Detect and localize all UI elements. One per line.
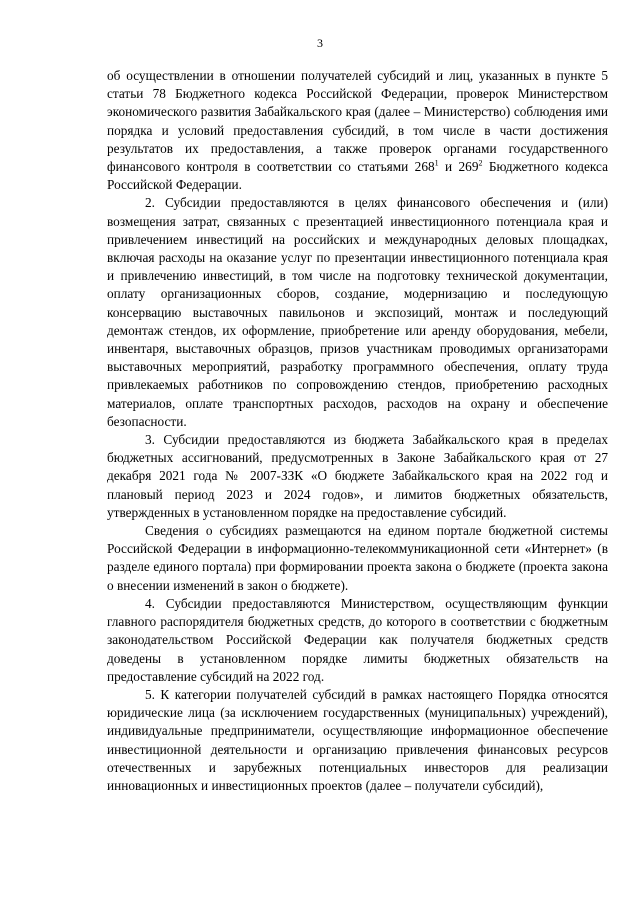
paragraph-continuation: [107, 67, 608, 194]
superscript: 1: [434, 158, 439, 168]
paragraph-item-2: 2. Субсидии предоставляются в целях финансового обеспечения и (или) возмещения затрат, связанных с презентацией инвестиционного потенциала края и привлечением инвестиций на российских и международных деловых площадках, включая расходы на оказание услуг по презентации инвестиционного потенциала края и привлечению инвестиций, в том числе на подготовку технической документации, оплату организационных сборов, создание, модернизацию и последующую консервацию выставочных павильонов и экспозиций, монтаж и последующий демонтаж стендов, их оформление, приобретение или аренду оборудования, мебели, инвентаря, выставочных образцов, призов участникам проводимых организаторами выставочных мероприятий, разработку программного обеспечения, оплату труда привлекаемых работников по сопровождению стендов, приобретению расходных материалов, оплате транспортных расходов, расходов на охрану и обеспечение безопасности.: [107, 195, 608, 429]
document-body: [107, 67, 608, 795]
paragraph-text: об осуществлении в отношении получателей субсидий и лиц, указанных в пункте 5 статьи 78 Бюджетного кодекса Российской Федерации, проверок Министерством экономического развития Забайкальского края (далее – Министерство) соблюдения ими порядка и условий предоставления субсидий, в том числе в части достижения результатов их предоставления, а также проверок органами государственного финансового контроля в соответствии со статьями 268: [107, 68, 608, 175]
paragraph-item-5: 5. К категории получателей субсидий в рамках настоящего Порядка относятся юридические лица (за исключением государственных (муниципальных) учреждений), индивидуальные предприниматели, осуществляющие информационное обеспечение инвестиционной деятельности и организацию привлечения финансовых ресурсов отечественных и зарубежных потенциальных инвесторов для реализации инновационных и инвестиционных проектов (далее – получатели субсидий),: [107, 686, 608, 793]
paragraph-item-4: 4. Субсидии предоставляются Министерством, осуществляющим функции главного распорядителя бюджетных средств, до которого в соответствии с бюджетным законодательством Российской Федерации как получателя бюджетных средств доведены в установленном порядке лимиты бюджетных обязательств на предоставление субсидий на 2022 год.: [107, 595, 608, 684]
page-number: 3: [317, 36, 323, 50]
paragraph-text: и 269: [438, 159, 479, 175]
paragraph-item-3: 3. Субсидии предоставляются из бюджета Забайкальского края в пределах бюджетных ассигнований, предусмотренных в Законе Забайкальского края от 27 декабря 2021 года № 2007-ЗЗК «О бюджете Забайкальского края на 2022 год и плановый период 2023 и 2024 годов», и лимитов бюджетных обязательств, утвержденных в установленном порядке на предоставление субсидий.: [107, 432, 608, 520]
paragraph-text: Бюджетного кодекса Российской Федерации.: [107, 159, 608, 193]
superscript: 2: [478, 158, 483, 168]
paragraph-subsidy-info: Сведения о субсидиях размещаются на едином портале бюджетной системы Российской Федерации в информационно-телекоммуникационной сети «Интернет» (в разделе единого портала) при формировании проекта закона о бюджете (проекта закона о внесении изменений в закон о бюджете).: [107, 523, 608, 593]
